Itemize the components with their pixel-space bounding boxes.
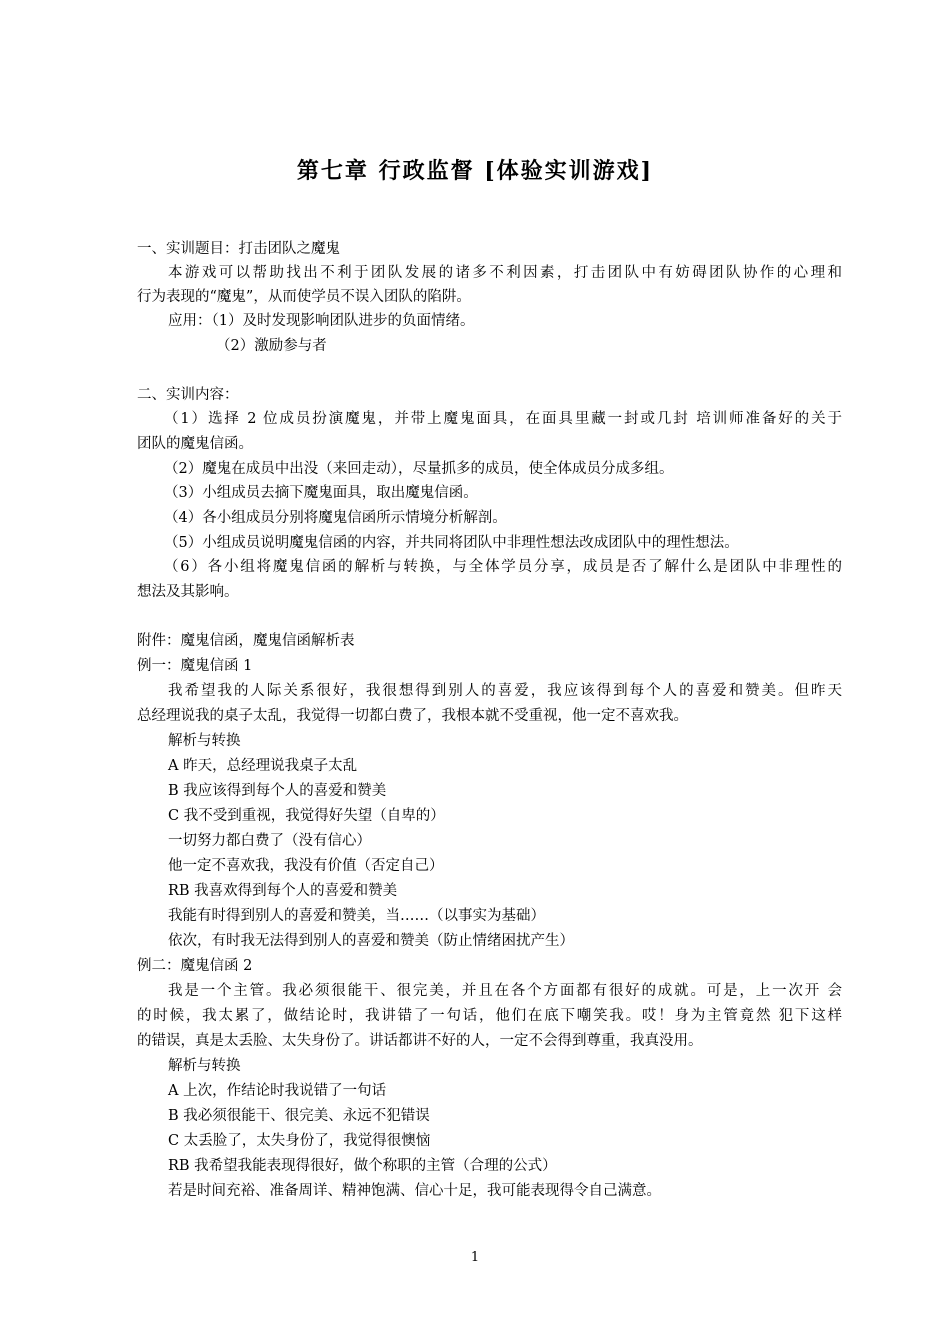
example1-item-c2: 一切努力都白费了（没有信心） [168, 833, 371, 849]
step6-line2: 想法及其影响。 [137, 584, 239, 600]
step6-line1: （6）各小组将魔鬼信函的解析与转换，与全体学员分享，成员是否了解什么是团队中非理性的 [164, 559, 842, 575]
example2-heading: 例二：魔鬼信函 2 [137, 958, 253, 974]
example1-item-c3: 他一定不喜欢我，我没有价值（否定自己） [168, 858, 444, 874]
step2: （2）魔鬼在成员中出没（来回走动），尽量抓多的成员，使全体成员分成多组。 [164, 461, 674, 477]
example1-item-a: A 昨天，总经理说我桌子太乱 [168, 758, 358, 774]
example1-item-rb3: 依次，有时我无法得到别人的喜爱和赞美（防止情绪困扰产生） [168, 933, 574, 949]
page-number: 1 [470, 1250, 480, 1265]
example2-item-b: B 我必须很能干、很完美、永远不犯错误 [168, 1108, 430, 1124]
example1-heading: 例一：魔鬼信函 1 [137, 658, 253, 674]
example2-item-rb2: 若是时间充裕、准备周详、精神饱满、信心十足，我可能表现得令自己满意。 [168, 1183, 661, 1199]
example2-item-a: A 上次，作结论时我说错了一句话 [168, 1083, 387, 1099]
example1-body-line2: 总经理说我的桌子太乱，我觉得一切都白费了，我根本就不受重视，他一定不喜欢我。 [137, 708, 688, 724]
step1-line1: （1）选择 2 位成员扮演魔鬼，并带上魔鬼面具，在面具里藏一封或几封 培训师准备好的关于 [164, 411, 842, 427]
chapter-title: 第七章 行政监督 [体验实训游戏] [296, 158, 654, 184]
example2-item-c: C 太丢脸了，太失身份了，我觉得很懊恼 [168, 1133, 431, 1149]
example1-item-rb2: 我能有时得到别人的喜爱和赞美，当……（以事实为基础） [168, 908, 545, 924]
step4: （4）各小组成员分别将魔鬼信函所示情境分析解剖。 [164, 510, 507, 526]
example2-item-rb: RB 我希望我能表现得很好，做个称职的主管（合理的公式） [168, 1158, 557, 1174]
step3: （3）小组成员去摘下魔鬼面具，取出魔鬼信函。 [164, 485, 478, 501]
section1-paragraph-line1: 本游戏可以帮助找出不利于团队发展的诸多不利因素，打击团队中有妨碍团队协作的心理和 [168, 265, 842, 281]
application-item-2: （2）激励参与者 [216, 338, 327, 354]
application-item-1: 应用：（1）及时发现影响团队进步的负面情绪。 [168, 313, 475, 329]
example2-analysis-label: 解析与转换 [168, 1058, 241, 1074]
attachment-line: 附件：魔鬼信函，魔鬼信函解析表 [137, 633, 355, 649]
example2-body-line3: 的错误，真是太丢脸、太失身份了。讲话都讲不好的人，一定不会得到尊重，我真没用。 [137, 1033, 703, 1049]
example2-body-line1: 我是一个主管。我必须很能干、很完美，并且在各个方面都有很好的成就。可是，上一次开 会 [168, 983, 842, 999]
step5: （5）小组成员说明魔鬼信函的内容，并共同将团队中非理性想法改成团队中的理性想法。 [164, 535, 739, 551]
example1-body-line1: 我希望我的人际关系很好，我很想得到别人的喜爱，我应该得到每个人的喜爱和赞美。但昨天 [168, 683, 842, 699]
section1-paragraph-line2: 行为表现的“魔鬼”，从而使学员不误入团队的陷阱。 [137, 289, 471, 305]
example2-body-line2: 的时候，我太累了，做结论时，我讲错了一句话，他们在底下嘲笑我。哎！身为主管竟然 犯下这样 [137, 1008, 842, 1024]
section1-heading: 一、实训题目：打击团队之魔鬼 [137, 241, 340, 257]
section2-heading: 二、实训内容： [137, 387, 239, 403]
example1-item-rb: RB 我喜欢得到每个人的喜爱和赞美 [168, 883, 398, 899]
example1-item-c: C 我不受到重视，我觉得好失望（自卑的） [168, 808, 445, 824]
step1-line2: 团队的魔鬼信函。 [137, 436, 253, 452]
example1-analysis-label: 解析与转换 [168, 733, 241, 749]
example1-item-b: B 我应该得到每个人的喜爱和赞美 [168, 783, 387, 799]
